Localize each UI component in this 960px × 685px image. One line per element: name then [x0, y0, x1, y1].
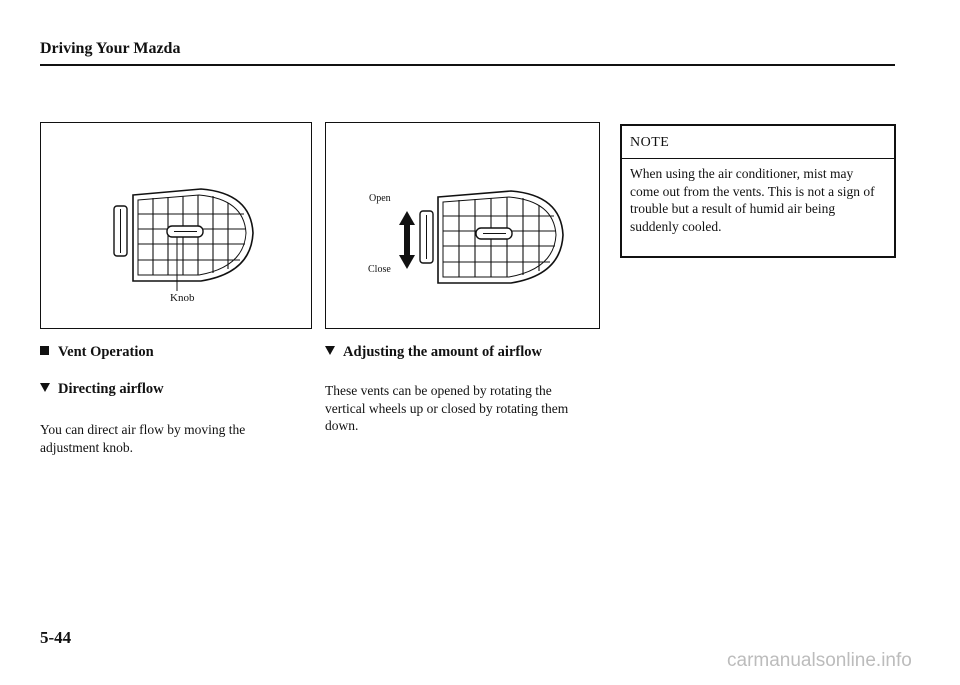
vent-open-close-illustration [326, 123, 599, 328]
adjusting-airflow-heading-text: Adjusting the amount of airflow [343, 344, 542, 360]
page-number: 5-44 [40, 628, 72, 647]
header-rule [40, 64, 895, 66]
triangle-bullet-icon [325, 346, 335, 355]
close-label: Close [368, 264, 391, 275]
vent-operation-heading [40, 344, 154, 361]
open-label: Open [369, 193, 391, 204]
note-body: When using the air conditioner, mist may come out from the vents. This is not a sign of trouble but a result of humid air being suddenly cooled. [630, 166, 875, 234]
square-bullet-icon [40, 346, 49, 355]
page-header-title: Driving Your Mazda [40, 40, 181, 57]
figure-vent-open-close [325, 122, 600, 329]
knob-label: Knob [170, 292, 195, 304]
triangle-bullet-icon [40, 383, 50, 392]
note-title: NOTE [630, 135, 670, 150]
adjusting-airflow-heading [325, 344, 542, 361]
directing-airflow-heading-text: Directing airflow [58, 381, 164, 397]
directing-airflow-text: You can direct air flow by moving the adjustment knob. [40, 422, 246, 455]
adjusting-airflow-text: These vents can be opened by rotating the vertical wheels up or closed by rotating them down. [325, 383, 569, 433]
vent-operation-heading-text: Vent Operation [58, 344, 154, 360]
directing-airflow-heading [40, 381, 164, 398]
note-divider [620, 158, 894, 159]
watermark: carmanualsonline.info [727, 650, 912, 671]
